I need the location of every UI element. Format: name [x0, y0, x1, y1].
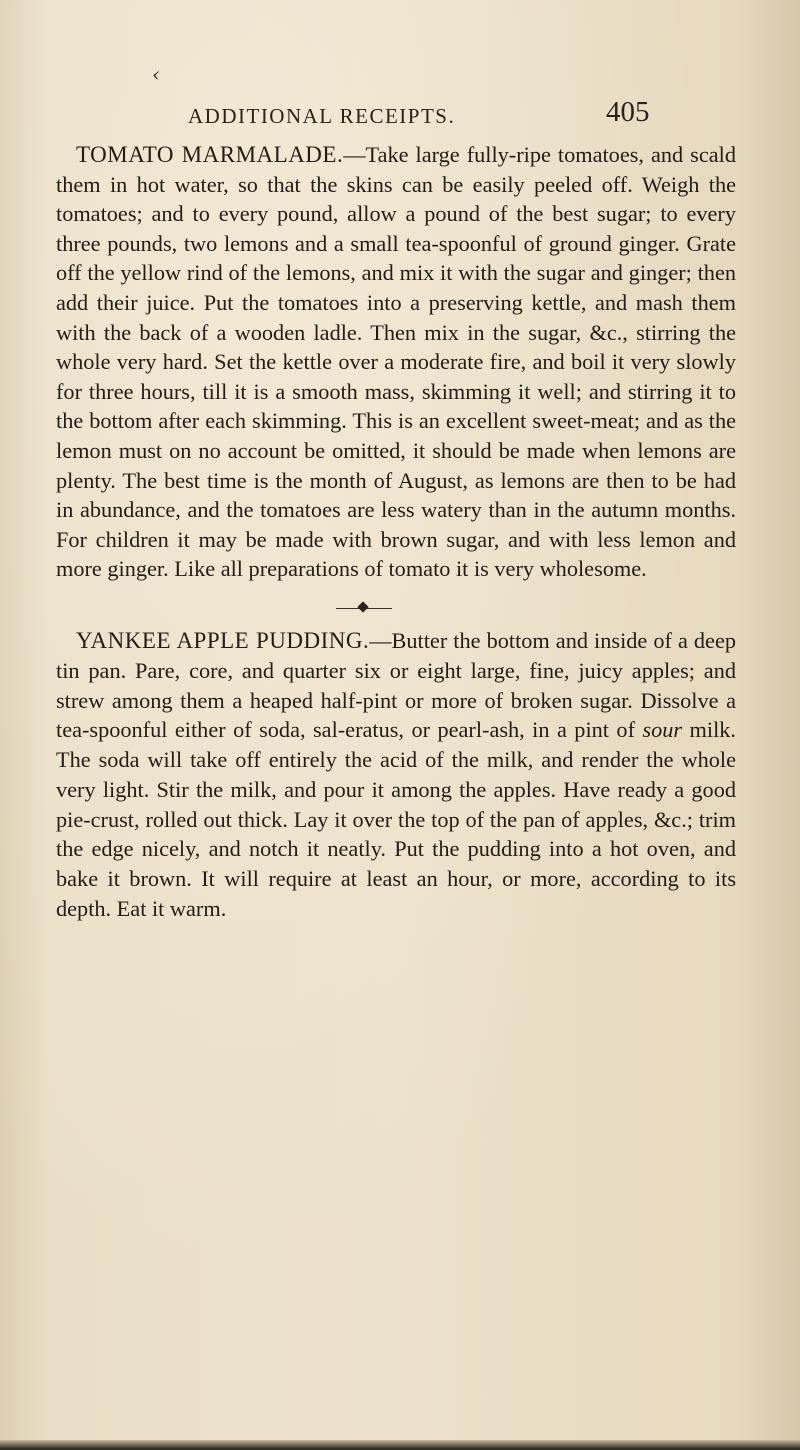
recipe-paragraph — [56, 626, 736, 924]
printer-mark: ‹ — [152, 62, 160, 86]
recipe-body-part: milk. The soda will take off entirely the acid of the milk, and render the whole very light. Stir the milk, and pour it among the apples. Have ready a good pie-crust, rolled out thick. Lay it over the top of the pan of apples, &c.; trim the edge nicely, and notch it neatly. Put the pudding into a hot oven, and bake it brown. It will require at least an hour, or more, according to its depth. Eat it warm. — [56, 717, 737, 922]
recipe-tomato-marmalade — [56, 140, 736, 584]
running-head: ADDITIONAL RECEIPTS. — [188, 104, 456, 128]
recipe-yankee-apple-pudding — [56, 626, 736, 924]
section-divider — [56, 584, 736, 626]
divider-diamond-icon — [357, 601, 368, 612]
recipe-body-emphasis: sour — [642, 717, 683, 743]
page-bottom-edge — [0, 1440, 800, 1450]
recipe-body-part: —Butter the bottom and inside of a deep tin pan. Pare, core, and quarter six or eight large, fine, juicy apples; and strew among them a heaped half-pint or more of broken sugar. Dissolve a tea-spoonful either of soda, sal-eratus, or pearl-ash, in a pint of — [56, 627, 737, 743]
recipe-body: —Take large fully-ripe tomatoes, and scald them in hot water, so that the skins can be easily peeled off. Weigh the tomatoes; and to every pound, allow a pound of the best sugar; to every three pounds, two lemons and a small tea-spoonful of ground ginger. Grate off the yellow rind of the lemons, and mix it with the sugar and ginger; then add their juice. Put the tomatoes into a preserving kettle, and mash them with the back of a wooden ladle. Then mix in the sugar, &c., stirring the whole very hard. Set the kettle over a moderate fire, and boil it very slowly for three hours, till it is a smooth mass, skimming it well; and stirring it to the bottom after each skimming. This is an excellent sweet-meat; and as the lemon must on no account be omitted, it should be made when lemons are plenty. The best time is the month of August, as lemons are then to be had in abundance, and the tomatoes are less watery than in the autumn months. For children it may be made with brown sugar, and with less lemon and more ginger. Like all preparations of tomato it is very wholesome. — [56, 142, 736, 582]
recipe-title: YANKEE APPLE PUDDING. — [76, 627, 370, 653]
recipe-title: TOMATO MARMALADE. — [76, 142, 344, 167]
page-number: 405 — [606, 96, 650, 128]
recipe-paragraph — [56, 140, 736, 584]
page-body — [56, 140, 736, 924]
